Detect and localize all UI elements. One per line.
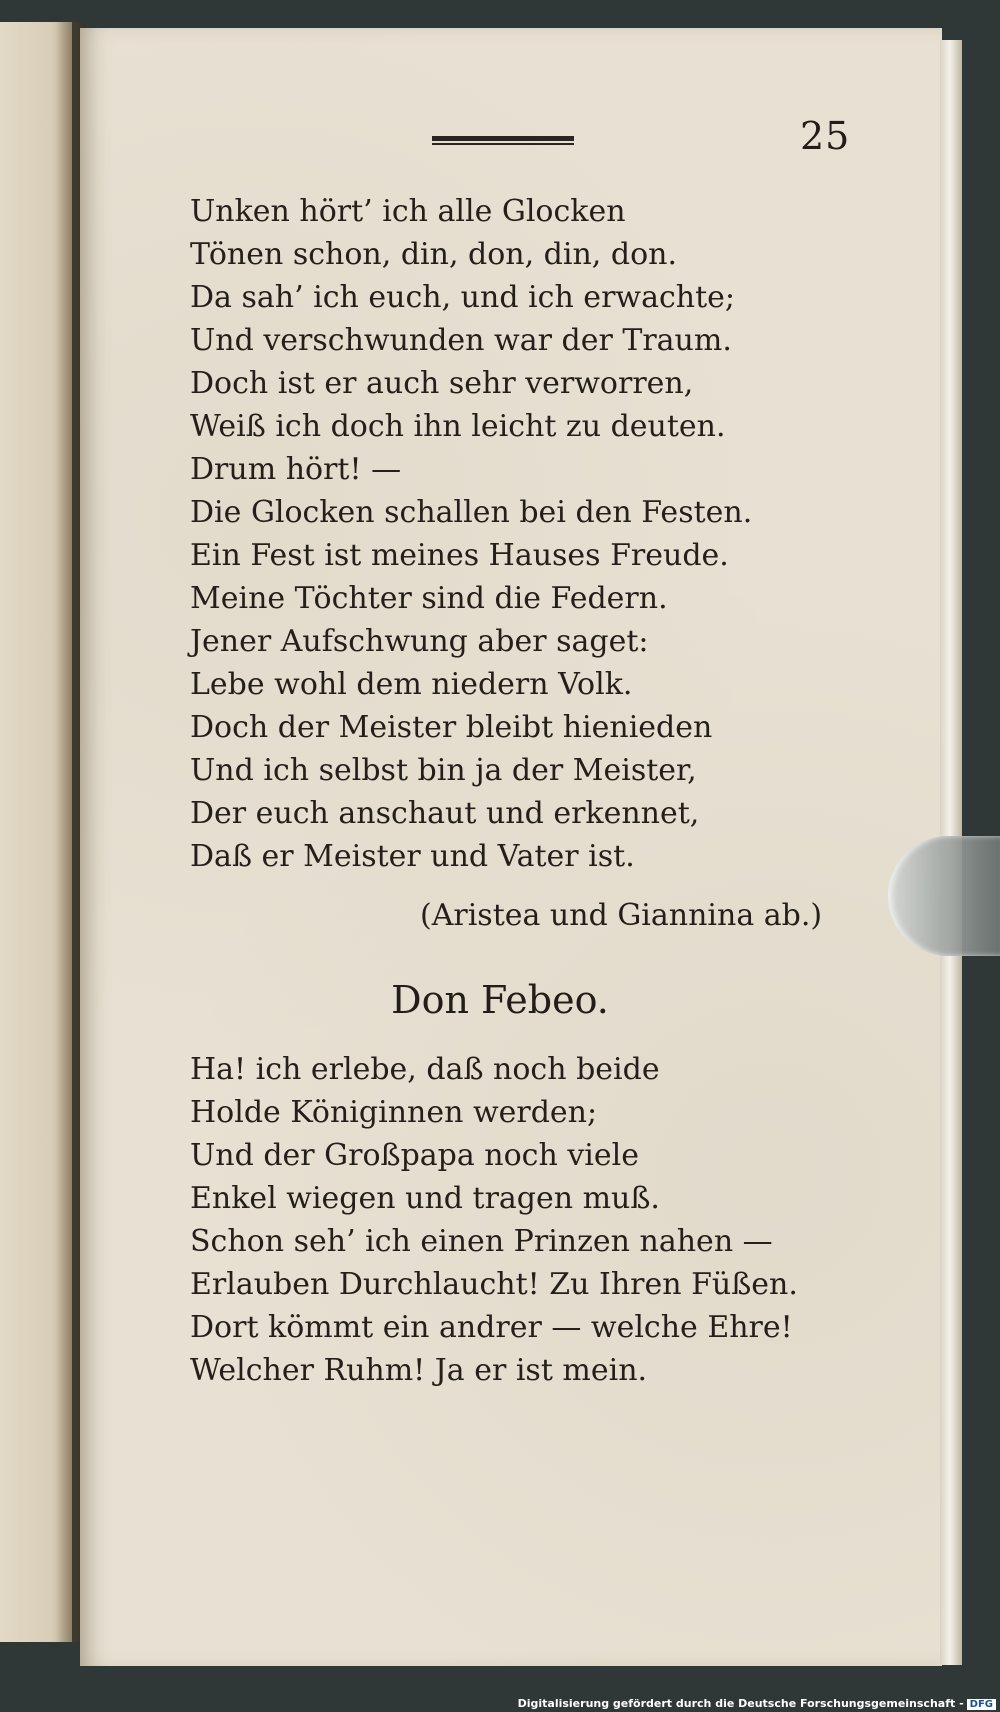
verse-block-1	[190, 190, 752, 878]
verse-line: Enkel wiegen und tragen muß.	[190, 1181, 660, 1216]
verse-line: Doch der Meister bleibt hienieden	[190, 710, 713, 745]
verse-line: Und der Großpapa noch viele	[190, 1138, 639, 1173]
verse-line: Da sah’ ich euch, und ich erwachte;	[190, 280, 736, 315]
credit-text: Digitalisierung gefördert durch die Deutsche Forschungsgemeinschaft -	[517, 1697, 964, 1710]
verse-line: Und verschwunden war der Traum.	[190, 323, 732, 358]
verse-line: Dort kömmt ein andrer — welche Ehre!	[190, 1310, 793, 1345]
verse-line: Daß er Meister und Vater ist.	[190, 839, 635, 874]
verse-line: Holde Königinnen werden;	[190, 1095, 598, 1130]
verse-line: Doch ist er auch sehr verworren,	[190, 366, 694, 401]
header-rule-thin	[432, 143, 574, 145]
speaker-heading: Don Febeo.	[391, 978, 609, 1022]
verse-block-2	[190, 1048, 798, 1392]
verse-line: Welcher Ruhm! Ja er ist mein.	[190, 1353, 648, 1388]
verse-line: Schon seh’ ich einen Prinzen nahen —	[190, 1224, 773, 1259]
stage-direction: (Aristea und Giannina ab.)	[420, 898, 823, 933]
digitization-credit	[518, 1697, 996, 1710]
verse-line: Ha! ich erlebe, daß noch beide	[190, 1052, 660, 1087]
header-rule	[432, 133, 574, 145]
verse-line: Und ich selbst bin ja der Meister,	[190, 753, 697, 788]
verse-line: Unken hört’ ich alle Glocken	[190, 194, 626, 229]
verse-line: Erlauben Durchlaucht! Zu Ihren Füßen.	[190, 1267, 798, 1302]
verse-line: Lebe wohl dem niedern Volk.	[190, 667, 633, 702]
verse-line: Jener Aufschwung aber saget:	[190, 624, 649, 659]
verse-line: Die Glocken schallen bei den Festen.	[190, 495, 753, 530]
header-rule-thick	[432, 136, 574, 141]
verse-line: Meine Töchter sind die Federn.	[190, 581, 668, 616]
dfg-logo: DFG	[967, 1699, 996, 1710]
verse-line: Der euch anschaut und erkennet,	[190, 796, 700, 831]
verse-line: Weiß ich doch ihn leicht zu deuten.	[190, 409, 726, 444]
page-number: 25	[800, 114, 851, 158]
verse-line: Ein Fest ist meines Hauses Freude.	[190, 538, 729, 573]
verse-line: Drum hört! —	[190, 452, 402, 487]
page-clip	[888, 836, 1000, 956]
verse-line: Tönen schon, din, don, din, don.	[190, 237, 677, 272]
